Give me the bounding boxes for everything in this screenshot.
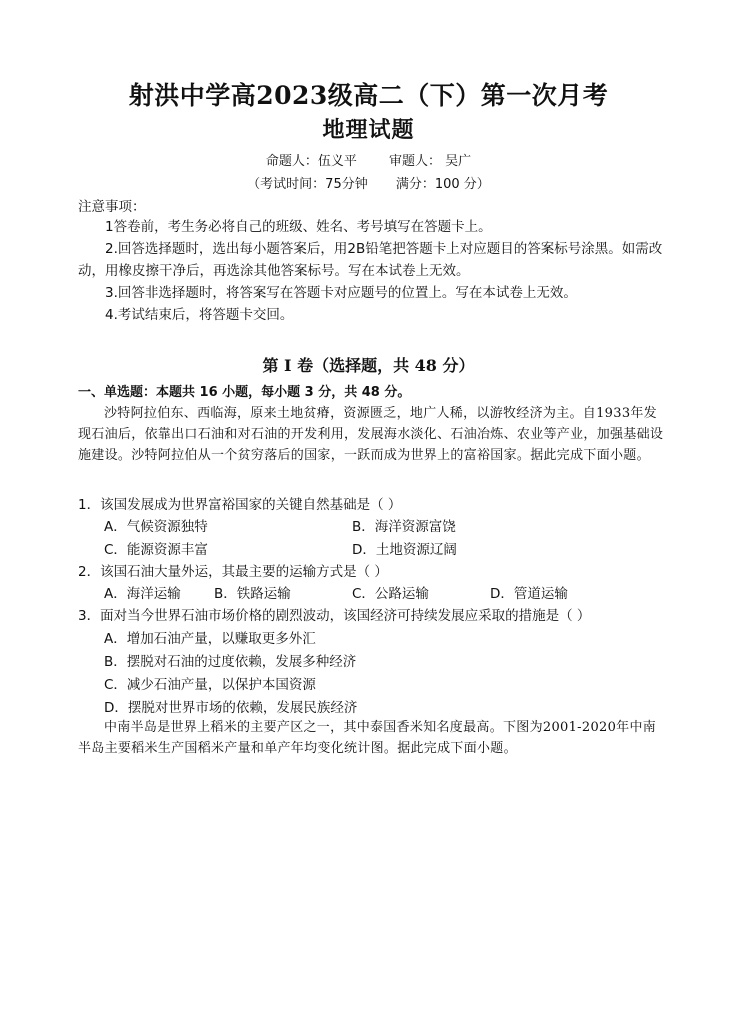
subject-title: 地理试题 <box>322 117 415 143</box>
note-item: 2.回答选择题时，选出每小题答案后，用2B铅笔把答题卡上对应题目的答案标号涂黑。如需改动，用橡皮擦干净后，再选涂其他答案标号。写在本试卷上无效。 <box>78 241 663 279</box>
setter-label: 命题人：伍义平 <box>265 154 357 169</box>
note-item: 3.回答非选择题时，将答案写在答题卡对应题号的位置上。写在本试卷上无效。 <box>105 285 577 301</box>
note-item: 4.考试结束后，将答题卡交回。 <box>105 307 294 323</box>
reviewer-label: 审题人： 吴广 <box>389 154 472 169</box>
q1-option-d: D．土地资源辽阔 <box>352 542 457 558</box>
q2-option-b: B．铁路运输 <box>214 586 291 602</box>
exam-title: 射洪中学高2023级高二（下）第一次月考 <box>128 81 609 110</box>
question-3: 3．面对当今世界石油市场价格的剧烈波动，该国经济可持续发展应采取的措施是（ ） <box>78 608 591 624</box>
question-1: 1．该国发展成为世界富裕国家的关键自然基础是（ ） <box>78 497 402 513</box>
q2-option-c: C．公路运输 <box>352 586 429 602</box>
q3-option-d: D．摆脱对世界市场的依赖，发展民族经济 <box>104 700 358 716</box>
q2-option-d: D．管道运输 <box>490 586 568 602</box>
full-score: 满分：100 分） <box>395 177 490 192</box>
exam-info-line <box>0 173 737 192</box>
q3-option-c: C．减少石油产量，以保护本国资源 <box>104 677 316 693</box>
section-title: 第 I 卷（选择题，共 48 分） <box>262 356 475 375</box>
part-title: 一、单选题：本题共 16 小题，每小题 3 分，共 48 分。 <box>78 385 411 400</box>
question-2: 2．该国石油大量外运，其最主要的运输方式是（ ） <box>78 564 388 580</box>
q2-option-a: A．海洋运输 <box>104 586 181 602</box>
q3-option-b: B．摆脱对石油的过度依赖，发展多种经济 <box>104 654 357 670</box>
q3-option-a: A．增加石油产量，以赚取更多外汇 <box>104 631 316 647</box>
q1-option-a: A．气候资源独特 <box>104 519 208 535</box>
notes-title: 注意事项： <box>78 199 146 215</box>
passage-rice: 中南半岛是世界上稻米的主要产区之一，其中泰国香米知名度最高。下图为2001-2020年中南半岛主要稻米生产国稻米产量和单产年均变化统计图。据此完成下面小题。 <box>78 720 657 756</box>
q1-option-b: B．海洋资源富饶 <box>352 519 456 535</box>
note-item: 1答卷前，考生务必将自己的班级、姓名、考号填写在答题卡上。 <box>105 219 492 235</box>
author-line <box>0 150 737 169</box>
q1-option-c: C．能源资源丰富 <box>104 542 208 558</box>
passage-saudi: 沙特阿拉伯东、西临海，原来土地贫瘠，资源匮乏，地广人稀，以游牧经济为主。自1933年发现石油后，依靠出口石油和对石油的开发利用，发展海水淡化、石油冶炼、农业等产业，加强基础设施建设。沙特阿拉伯从一个贫穷落后的国家，一跃而成为世界上的富裕国家。据此完成下面小题。 <box>78 406 664 463</box>
exam-time: （考试时间：75分钟 <box>247 177 368 192</box>
